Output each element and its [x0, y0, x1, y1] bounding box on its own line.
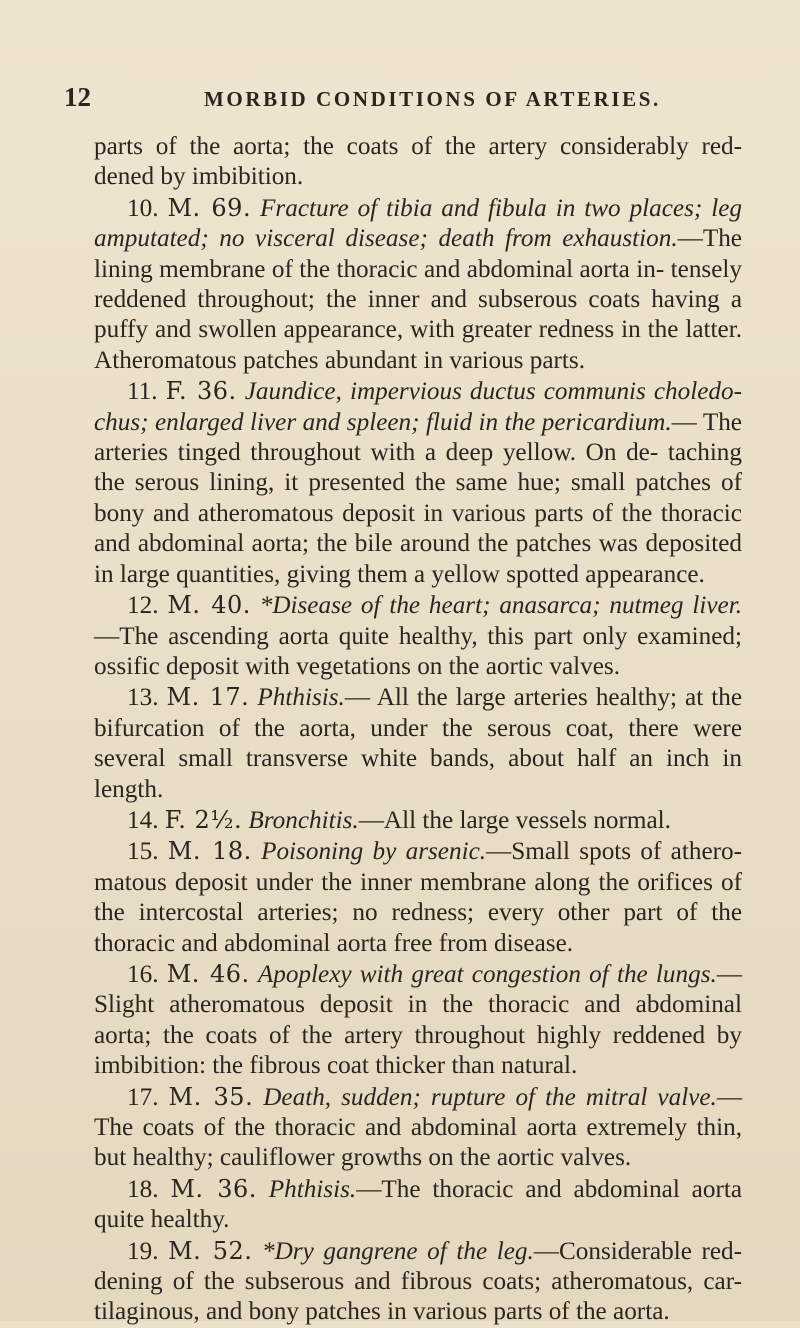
patient-reference: F. 36. [165, 377, 237, 406]
case-entry-16 [94, 959, 742, 1082]
continuation-paragraph: parts of the aorta; the coats of the artery considerably red- dened by imbibition. [94, 133, 742, 191]
case-description: — All the large arteries healthy; at the bifurcation of the aorta, under the serous coat, there were several small transverse white bands, about half an inch in length. [94, 684, 743, 803]
entry-number: 15. [127, 838, 159, 866]
case-entry-14 [94, 805, 742, 836]
entry-number: 18. [127, 1175, 159, 1203]
patient-reference: M. 17. [166, 683, 250, 712]
entry-number: 19. [127, 1237, 159, 1265]
entry-number: 10. [127, 194, 159, 222]
body-text [94, 132, 742, 1328]
patient-reference: F. 2½. [164, 805, 243, 834]
case-title: Phthisis. [268, 1175, 357, 1203]
patient-reference: M. 40. [167, 591, 251, 620]
case-title: Fracture of tibia and fibula in two places; leg amputated; no visceral disease; death from exhaustion. [94, 194, 743, 253]
case-description: —All the large vessels normal. [358, 806, 671, 834]
case-title: Death, sudden; rupture of the mitral valve. [263, 1083, 717, 1111]
entry-number: 12. [127, 592, 159, 620]
running-head [64, 82, 742, 122]
entry-number: 14. [127, 806, 159, 834]
patient-reference: M. 18. [167, 837, 252, 866]
case-entry-18 [94, 1174, 742, 1236]
case-description: —The ascending aorta quite healthy, this part only examined; ossific deposit with vegetations on the aortic valves. [94, 622, 742, 680]
entry-number: 16. [127, 960, 159, 988]
case-entry-15 [94, 836, 742, 959]
case-entry-11 [94, 376, 742, 590]
patient-reference: M. 52. [168, 1236, 253, 1265]
case-title: Phthisis. [257, 684, 345, 712]
case-description: —The lining membrane of the thoracic and abdominal aorta in- tensely reddened throughout; the inner and subserous coats having a puffy and swollen appearance, with greater redness in the latter. Atheromatous patches abundant in various parts. [94, 225, 742, 374]
case-title: Jaundice, impervious ductus communis choledo- chus; enlarged liver and spleen; fluid in the pericardium. [94, 378, 742, 436]
case-entry-12 [94, 590, 742, 682]
case-description: — The coats of the thoracic and abdominal aorta extremely thin, but healthy; cauliflower growths on the aortic valves. [94, 1083, 743, 1172]
case-title: Apoplexy with great congestion of the lungs. [257, 960, 717, 988]
patient-reference: M. 46. [166, 959, 250, 988]
case-description: — Slight atheromatous deposit in the thoracic and abdominal aorta; the coats of the artery throughout highly reddened by imbibition: the fibrous coat thicker than natural. [94, 960, 743, 1080]
case-description: —Considerable red- dening of the subserous and fibrous coats; atheromatous, car- tilaginous, and bony patches in various parts of the aorta. [94, 1237, 743, 1326]
patient-reference: M. 35. [168, 1082, 254, 1111]
case-description: —The thoracic and abdominal aorta quite healthy. [94, 1175, 743, 1234]
case-title: *Dry gangrene of the leg. [262, 1237, 534, 1265]
case-entry-10 [94, 193, 742, 376]
patient-reference: M. 36. [170, 1174, 257, 1203]
running-title: MORBID CONDITIONS OF ARTERIES. [204, 87, 661, 111]
page-number: 12 [64, 82, 91, 112]
case-description: —Small spots of athero- matous deposit under the inner membrane along the orifices of the intercostal arteries; no redness; every other part of the thoracic and abdominal aorta free from disease. [94, 838, 742, 957]
case-description: — The arteries tinged throughout with a deep yellow. On de- taching the serous lining, it presented the same hue; small patches of bony and atheromatous deposit in various parts of the thoracic and abdominal aorta; the bile around the patches was deposited in large quantities, giving them a yellow spotted appearance. [94, 408, 742, 588]
case-entry-17 [94, 1082, 742, 1174]
entry-number: 11. [127, 378, 158, 406]
case-title: *Disease of the heart; anasarca; nutmeg liver. [259, 592, 743, 620]
case-entry-13 [94, 682, 742, 805]
case-title: Poisoning by arsenic. [261, 838, 487, 866]
patient-reference: M. 69. [167, 193, 252, 222]
case-entry-19 [94, 1236, 742, 1328]
entry-number: 13. [127, 684, 159, 712]
entry-number: 17. [127, 1083, 159, 1111]
case-title: Bronchitis. [248, 806, 359, 834]
